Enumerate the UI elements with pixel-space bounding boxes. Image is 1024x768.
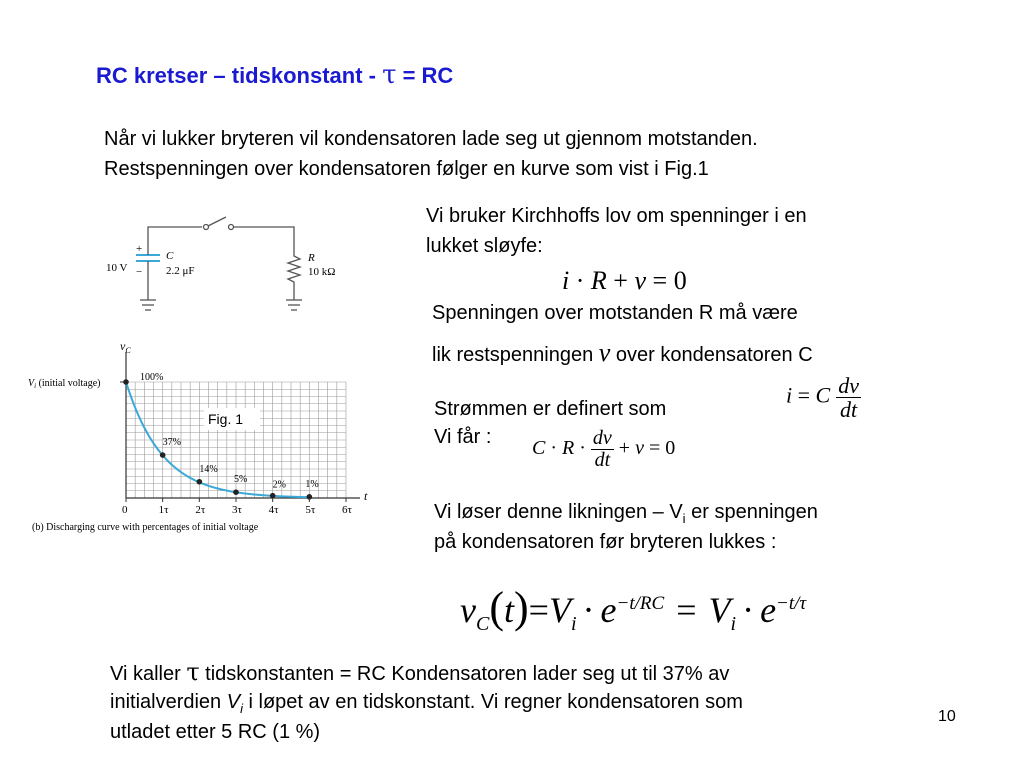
intro-line-1: Når vi lukker bryteren vil kondensatoren lade seg ut gjennom motstanden. — [104, 128, 758, 150]
cap-value: 2.2 μF — [166, 265, 195, 277]
data-point — [233, 489, 239, 495]
tau-symbol: τ — [186, 658, 200, 686]
x-tick-label: 1τ — [158, 504, 169, 516]
initial-voltage-label: $V_i$ (initial voltage) — [28, 378, 101, 390]
resistor-line-1: Spenningen over motstanden R må være — [432, 302, 798, 324]
cap-name: C — [166, 250, 174, 262]
data-label: 37% — [162, 437, 182, 449]
data-label: 14% — [199, 463, 218, 475]
kirchhoff-line-2: lukket sløyfe: — [426, 235, 543, 257]
intro-line-2: Restspenningen over kondensatoren følger en kurve som vist i Fig.1 — [104, 158, 709, 180]
chart-point-labels — [140, 372, 319, 491]
rc-circuit-diagram — [100, 200, 400, 325]
chart-xlabel: t — [364, 489, 368, 503]
x-tick-label: 3τ — [232, 504, 242, 516]
vi-far-text: Vi får : — [434, 426, 492, 448]
page-number: 10 — [938, 708, 956, 725]
data-point — [123, 379, 129, 385]
differential-equation: C · R · $\frac{dv}{dt}$ + v = 0 — [532, 427, 676, 471]
x-tick-label: 0 — [122, 504, 128, 516]
x-tick-label: 4τ — [268, 504, 279, 516]
minus-sign: − — [136, 266, 143, 278]
current-definition-text: Strømmen er definert som — [434, 398, 667, 420]
data-point — [270, 493, 276, 499]
current-equation: i = C $\frac{dv}{dt}$ — [786, 373, 859, 423]
data-label: 1% — [305, 478, 319, 490]
chart-x-ticks — [122, 498, 353, 516]
title-prefix: RC kretser – tidskonstant - — [96, 63, 383, 88]
fig-label: Fig. 1 — [208, 411, 244, 427]
bottom-line-3: utladet etter 5 RC (1 %) — [110, 721, 321, 743]
x-tick-label: 2τ — [195, 504, 206, 516]
data-label: 100% — [140, 372, 164, 383]
kirchhoff-equation: i · R + v = 0 — [562, 266, 687, 295]
res-value: 10 kΩ — [308, 266, 336, 278]
data-point — [160, 452, 166, 458]
bottom-line-2: initialverdien $V_i$ i løpet av en tidskonstant. Vi regner kondensatoren som — [110, 691, 743, 716]
solution-equation: $v_C(t)=V_i \cdot e^{-t/RC} = V_i \cdot e^{-t/\tau}$ — [460, 583, 807, 636]
chart-ylabel: $v_C$ — [120, 339, 131, 355]
data-label: 5% — [234, 474, 248, 486]
chart-caption: (b) Discharging curve with percentages of initial voltage — [32, 522, 259, 533]
resistor-line-2: lik restspenningen v over kondensatoren C — [432, 338, 813, 367]
data-point — [197, 479, 203, 485]
x-tick-label: 6τ — [342, 504, 352, 516]
title-tau: τ — [382, 60, 397, 90]
bottom-line-1: Vi kaller τ tidskonstanten = RC Kondensatoren lader seg ut til 37% av — [110, 658, 730, 686]
solve-line-1: Vi løser denne likningen – $V_i$ er spenningen — [434, 501, 818, 526]
slide-title — [96, 60, 453, 90]
solve-line-2: på kondensatoren før bryteren lukkes : — [434, 531, 777, 553]
kirchhoff-line-1: Vi bruker Kirchhoffs lov om spenninger i en — [426, 205, 807, 227]
x-tick-label: 5τ — [305, 504, 316, 516]
discharge-chart — [28, 335, 368, 540]
res-name: R — [308, 252, 315, 264]
source-label: 10 V — [106, 262, 128, 274]
data-label: 2% — [272, 479, 287, 491]
plus-sign: + — [136, 243, 143, 255]
title-suffix: = RC — [396, 63, 454, 88]
